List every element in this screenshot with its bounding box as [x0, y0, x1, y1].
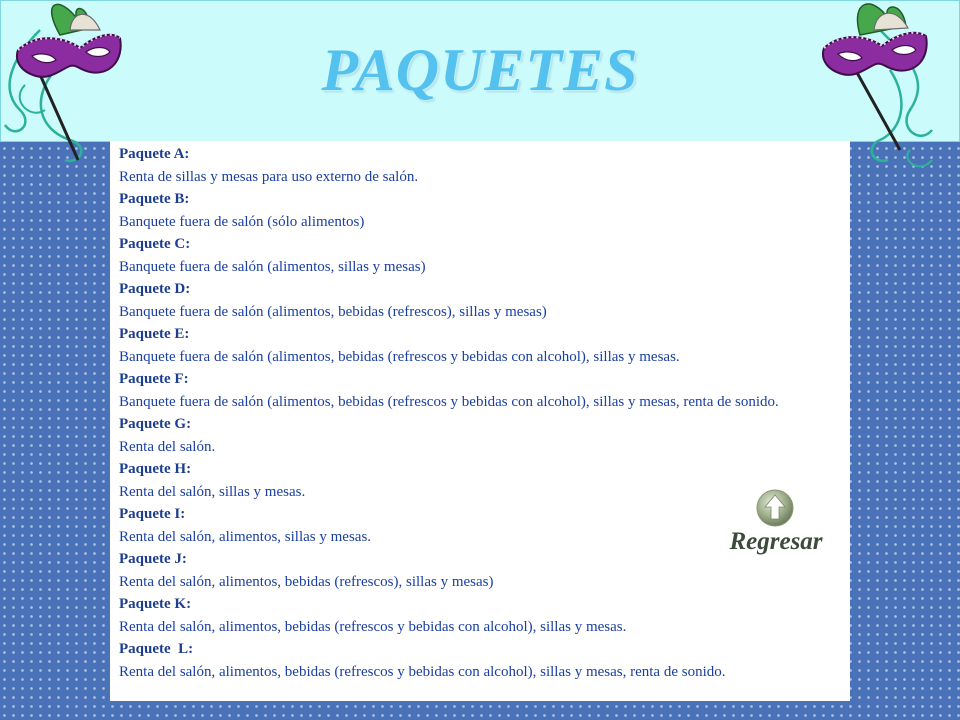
package-item: [119, 188, 834, 233]
package-item: [119, 368, 834, 413]
package-item: [119, 143, 834, 188]
package-item: [119, 233, 834, 278]
packages-list: [119, 143, 834, 683]
package-title: Paquete E:: [119, 326, 190, 342]
package-description: Renta del salón, sillas y mesas.: [119, 483, 306, 500]
package-description: Banquete fuera de salón (alimentos, sillas y mesas): [119, 258, 426, 275]
package-item: [119, 413, 834, 458]
package-title: Paquete L:: [119, 641, 194, 657]
package-description: Renta del salón, alimentos, bebidas (refrescos y bebidas con alcohol), sillas y mesas, renta de sonido.: [119, 663, 726, 680]
back-button[interactable]: [720, 488, 832, 560]
up-arrow-icon: [754, 488, 796, 528]
package-item: [119, 323, 834, 368]
package-description: Renta del salón, alimentos, sillas y mesas.: [119, 528, 372, 545]
package-title: Paquete I:: [119, 506, 186, 522]
package-title: Paquete A:: [119, 146, 190, 162]
package-title: Paquete B:: [119, 191, 190, 207]
package-title: Paquete H:: [119, 461, 192, 477]
package-title: Paquete K:: [119, 596, 192, 612]
page-title: PAQUETES: [321, 37, 639, 103]
package-title: Paquete J:: [119, 551, 187, 567]
package-title: Paquete D:: [119, 281, 191, 297]
package-title: Paquete F:: [119, 371, 189, 387]
package-description: Banquete fuera de salón (sólo alimentos): [119, 213, 365, 230]
package-item: [119, 638, 834, 683]
package-description: Banquete fuera de salón (alimentos, bebidas (refrescos), sillas y mesas): [119, 303, 547, 320]
package-title: Paquete G:: [119, 416, 192, 432]
back-button-label: Regresar: [729, 528, 823, 555]
package-title: Paquete C:: [119, 236, 191, 252]
package-description: Banquete fuera de salón (alimentos, bebidas (refrescos y bebidas con alcohol), sillas y mesas.: [119, 348, 680, 365]
package-description: Banquete fuera de salón (alimentos, bebidas (refrescos y bebidas con alcohol), sillas y mesas, renta de sonido.: [119, 393, 779, 410]
package-description: Renta del salón, alimentos, bebidas (refrescos), sillas y mesas): [119, 573, 494, 590]
package-item: [119, 278, 834, 323]
package-description: Renta del salón.: [119, 438, 216, 455]
package-description: Renta del salón, alimentos, bebidas (refrescos y bebidas con alcohol), sillas y mesas.: [119, 618, 627, 635]
package-description: Renta de sillas y mesas para uso externo de salón.: [119, 168, 419, 185]
package-item: [119, 593, 834, 638]
